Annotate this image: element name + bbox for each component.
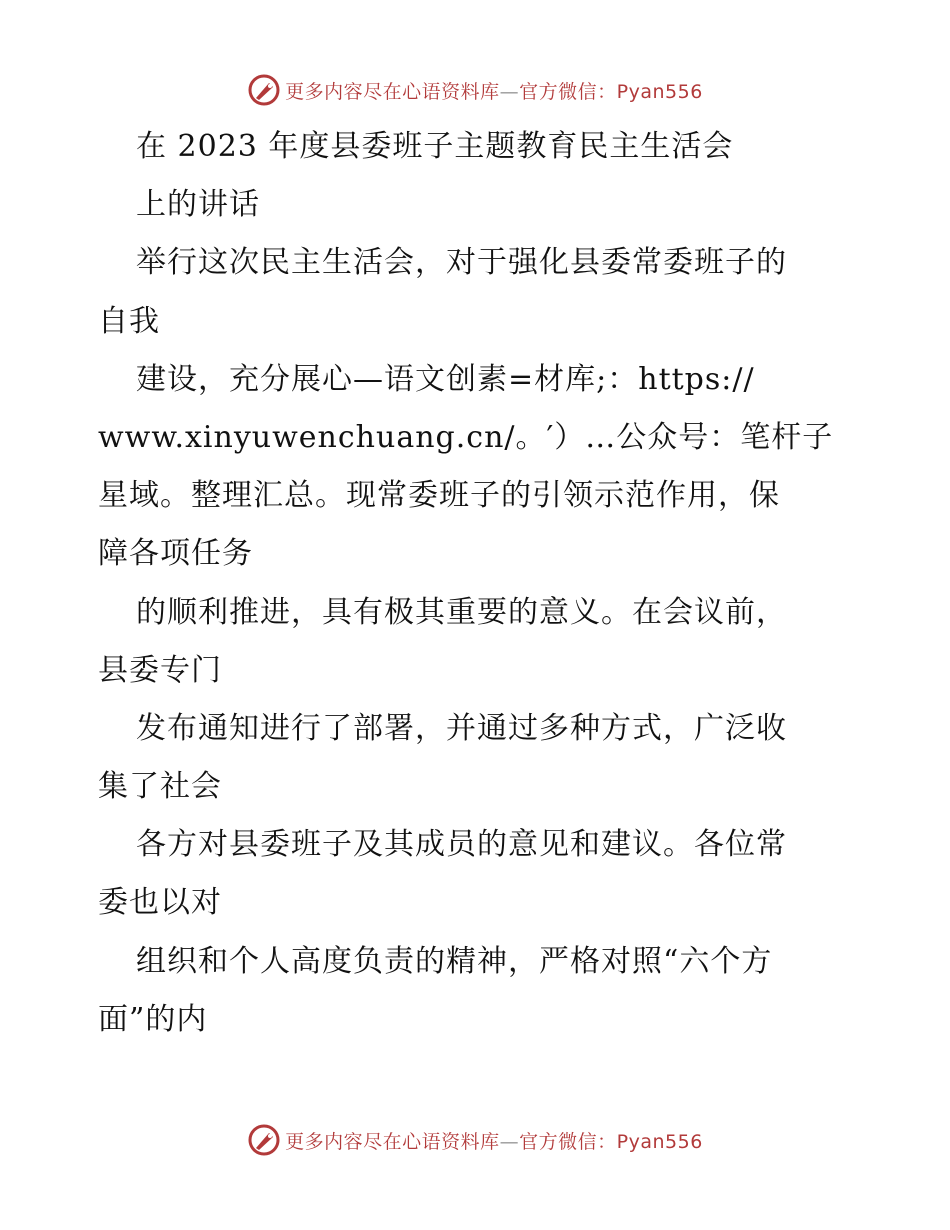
banner-main-text: 更多内容尽在心语资料库 bbox=[285, 1130, 500, 1153]
text-line: www.xinyuwenchuang.cn/。′）…公众号：笔杆子 bbox=[98, 419, 834, 455]
banner-dash: — bbox=[499, 1130, 520, 1153]
text-line: 举行这次民主生活会，对于强化县委常委班子的 bbox=[136, 245, 787, 281]
pen-nib-logo-icon bbox=[247, 73, 281, 107]
document-title-line-1: 在 2023 年度县委班子主题教育民主生活会 bbox=[136, 129, 734, 164]
text-line: 的顺利推进，具有极其重要的意义。在会议前， bbox=[136, 594, 787, 630]
text-line: 建设，充分展心—语文创素=材库;：https:// bbox=[136, 361, 755, 397]
text-line: 面”的内 bbox=[98, 1001, 208, 1037]
header-watermark-banner bbox=[0, 70, 950, 110]
banner-dash: — bbox=[499, 80, 520, 103]
banner-tail-text: 官方微信：Pyan556 bbox=[519, 80, 703, 103]
banner-tail-text: 官方微信：Pyan556 bbox=[519, 1130, 703, 1153]
text-line: 发布通知进行了部署，并通过多种方式，广泛收 bbox=[136, 710, 787, 746]
text-line: 障各项任务 bbox=[98, 536, 253, 572]
text-line: 星域。整理汇总。现常委班子的引领示范作用，保 bbox=[98, 478, 780, 514]
banner-main-text: 更多内容尽在心语资料库 bbox=[285, 80, 500, 103]
document-title-line-2: 上的讲话 bbox=[136, 187, 260, 223]
text-line: 县委专门 bbox=[98, 652, 222, 688]
text-line: 各方对县委班子及其成员的意见和建议。各位常 bbox=[136, 827, 787, 863]
footer-watermark-banner bbox=[0, 1120, 950, 1160]
document-body bbox=[98, 118, 858, 1049]
pen-nib-logo-icon bbox=[247, 1123, 281, 1157]
text-line: 自我 bbox=[98, 303, 160, 339]
text-line: 集了社会 bbox=[98, 769, 222, 805]
text-line: 委也以对 bbox=[98, 885, 222, 921]
text-line: 组织和个人高度负责的精神，严格对照“六个方 bbox=[136, 943, 773, 979]
